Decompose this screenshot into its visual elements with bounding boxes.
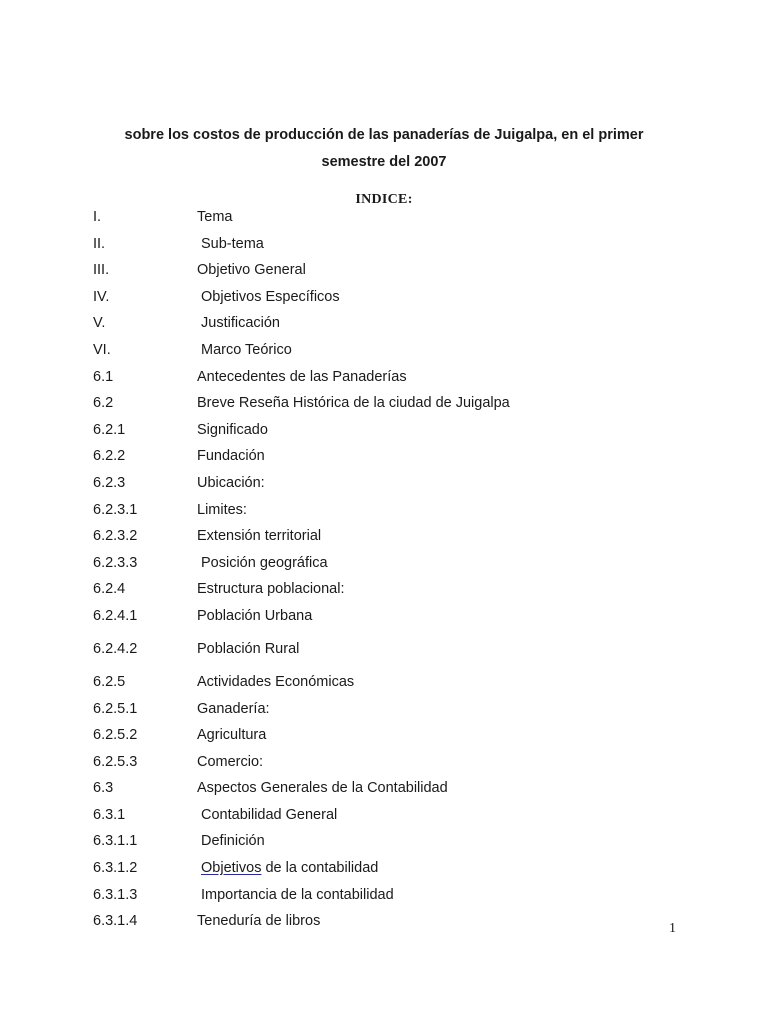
toc-entry <box>93 340 693 367</box>
toc-entry-number: VI. <box>93 341 111 358</box>
toc-entry-number: V. <box>93 315 106 332</box>
toc-entry <box>93 234 693 261</box>
toc-entry <box>93 725 693 752</box>
toc-entry-number: 6.2.3 <box>93 474 126 491</box>
page-number: 1 <box>669 921 676 936</box>
toc-entry-text: Agricultura <box>197 727 267 744</box>
toc-entry-number: 6.3.1.2 <box>93 860 138 877</box>
toc-entry-text: Teneduría de libros <box>197 913 321 930</box>
index-heading: INDICE: <box>355 192 413 207</box>
toc-entry <box>93 260 693 287</box>
toc-entry-number: 6.2.4 <box>93 581 126 598</box>
toc-entry-text: Sub-tema <box>201 235 264 252</box>
toc-entry <box>93 831 693 858</box>
toc-entry <box>93 207 693 234</box>
toc-entry <box>93 911 693 938</box>
toc-entry-number: 6.2 <box>93 395 114 412</box>
toc-entry <box>93 287 693 314</box>
toc-entry <box>93 393 693 420</box>
toc-entry-text: Población Rural <box>197 640 300 657</box>
toc-entry-text: Importancia de la contabilidad <box>201 886 394 903</box>
toc-entry-text: Aspectos Generales de la Contabilidad <box>197 780 448 797</box>
toc-entry-number: II. <box>93 235 106 252</box>
toc-entry-text: Marco Teórico <box>201 341 292 358</box>
toc-entry-number: 6.3.1.4 <box>93 913 138 930</box>
toc-entry <box>93 672 693 699</box>
toc-entry <box>93 752 693 779</box>
toc-entry-text: Breve Reseña Histórica de la ciudad de Juigalpa <box>197 395 510 412</box>
toc-entry-text: Ganadería: <box>197 700 270 717</box>
toc-entry-number: 6.2.1 <box>93 421 126 438</box>
toc-entry-number: 6.2.4.1 <box>93 607 138 624</box>
toc-entry-text: Actividades Económicas <box>197 673 355 690</box>
toc-entry-number: 6.3.1.3 <box>93 886 138 903</box>
toc-entry-text: Fundación <box>197 448 265 465</box>
toc-entry <box>93 606 693 639</box>
toc-entry-text: Contabilidad General <box>201 806 338 823</box>
toc-entry-text: Definición <box>201 833 265 850</box>
toc-entry <box>93 778 693 805</box>
toc-entry-text: Objetivo General <box>197 262 306 279</box>
toc-entry-text: Población Urbana <box>197 607 313 624</box>
toc-entry-text: Antecedentes de las Panaderías <box>197 368 407 385</box>
toc-entry-number: 6.2.3.3 <box>93 554 138 571</box>
toc-entry-number: 6.3 <box>93 780 114 797</box>
document-title <box>60 122 708 176</box>
toc-entry-number: 6.2.4.2 <box>93 640 138 657</box>
toc-entry-number: 6.2.5 <box>93 673 126 690</box>
toc-entry-text: Significado <box>197 421 268 438</box>
toc-entry-text-rest: de la contabilidad <box>261 860 379 877</box>
title-line-2: semestre del 2007 <box>321 154 447 170</box>
toc-entry-text: Extensión territorial <box>197 528 322 545</box>
toc-entry-text: Tema <box>197 209 233 225</box>
toc-entry-text: Justificación <box>201 315 280 332</box>
toc-entry <box>93 885 693 912</box>
toc-entry-number: 6.3.1 <box>93 806 126 823</box>
toc-entry-text: Posición geográfica <box>201 554 328 571</box>
toc-entry-number: 6.2.5.2 <box>93 727 138 744</box>
toc-entry <box>93 805 693 832</box>
toc-entry-number: 6.2.5.1 <box>93 700 138 717</box>
toc-entry-number: IV. <box>93 288 110 305</box>
toc-entry <box>93 553 693 580</box>
toc-entry-number: 6.2.2 <box>93 448 126 465</box>
toc-entry <box>93 579 693 606</box>
toc-entry-number: 6.2.3.2 <box>93 528 138 545</box>
toc-entry <box>93 526 693 553</box>
toc-entry-number: 6.3.1.1 <box>93 833 138 850</box>
toc-entry-text: Objetivos Específicos <box>201 288 340 305</box>
toc-entry <box>93 699 693 726</box>
toc-entry <box>93 473 693 500</box>
toc-entry-text: Limites: <box>197 501 247 518</box>
toc-entry <box>93 639 693 672</box>
title-line-1: sobre los costos de producción de las panaderías de Juigalpa, en el primer <box>124 127 644 143</box>
toc-entry <box>93 446 693 473</box>
toc-entry <box>93 420 693 447</box>
toc-entry-text: Comercio: <box>197 753 264 770</box>
underlined-word: Objetivos <box>201 860 262 877</box>
toc-entry-number: III. <box>93 262 110 279</box>
toc-entry-number: I. <box>93 209 102 225</box>
toc-entry <box>93 313 693 340</box>
toc-entry-text: Estructura poblacional: <box>197 581 345 598</box>
toc-entry <box>93 367 693 394</box>
toc-entry <box>93 858 693 885</box>
toc-entry-text <box>201 858 378 878</box>
toc-entry-number: 6.2.3.1 <box>93 501 138 518</box>
toc-entry <box>93 500 693 527</box>
toc-entry-number: 6.2.5.3 <box>93 753 138 770</box>
toc-entry-number: 6.1 <box>93 368 114 385</box>
table-of-contents <box>93 207 693 938</box>
toc-entry-text: Ubicación: <box>197 474 265 491</box>
